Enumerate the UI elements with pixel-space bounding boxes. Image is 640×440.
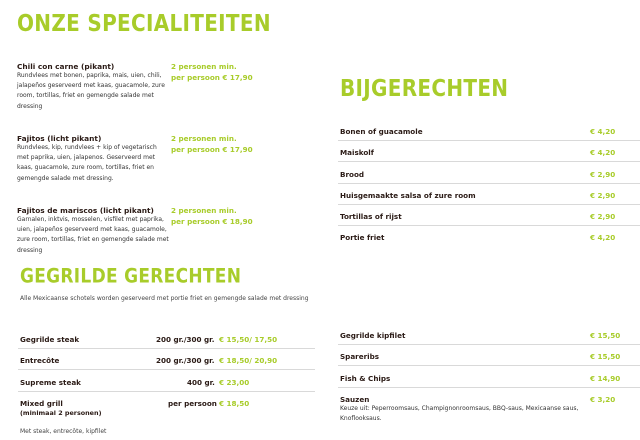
bijgerecht-price: € 2,90 (590, 191, 616, 200)
grill-price: € 15,50 (590, 352, 621, 361)
grill-name: Gegrilde steak (20, 335, 80, 344)
grill-name: Spareribs (340, 352, 380, 361)
grill-note: Met steak, entrecôte, kipfilet (20, 428, 107, 435)
bijgerecht-name: Bonen of guacamole (340, 127, 423, 136)
grill-price: € 15,50 (590, 331, 621, 340)
divider (338, 387, 640, 388)
specialiteit-min: 2 personen min. (171, 62, 237, 71)
divider (338, 365, 640, 366)
divider (18, 348, 315, 349)
gegrild-title: GEGRILDE GERECHTEN (20, 265, 242, 288)
grill-price: € 23,00 (219, 378, 250, 387)
specialiteit-min: 2 personen min. (171, 134, 237, 143)
bijgerecht-price: € 2,90 (590, 212, 616, 221)
specialiteit-name: Fajitos de mariscos (licht pikant) (17, 206, 154, 215)
bijgerecht-name: Huisgemaakte salsa of zure room (340, 191, 476, 200)
divider (338, 161, 640, 162)
divider (18, 391, 315, 392)
grill-name: Fish & Chips (340, 374, 391, 383)
grill-price: € 3,20 (590, 395, 616, 404)
gegrild-intro: Alle Mexicaanse schotels worden geserveerd met portie friet en gemengde salade met dressing (20, 295, 309, 302)
bijgerecht-price: € 4,20 (590, 127, 616, 136)
bijgerecht-name: Maiskolf (340, 148, 374, 157)
specialiteit-name: Fajitos (licht pikant) (17, 134, 102, 143)
grill-price: € 18,50/ 20,90 (219, 356, 278, 365)
divider (18, 369, 315, 370)
grill-name: Entrecôte (20, 356, 60, 365)
bijgerecht-price: € 4,20 (590, 148, 616, 157)
bijgerecht-name: Portie friet (340, 233, 385, 242)
bijgerecht-price: € 2,90 (590, 170, 616, 179)
specialiteit-price: per persoon € 18,90 (171, 217, 253, 226)
grill-name: Mixed grill (20, 399, 63, 408)
bijgerecht-name: Tortillas of rijst (340, 212, 402, 221)
grill-qty: 200 gr./300 gr. (156, 335, 215, 344)
bijgerecht-price: € 4,20 (590, 233, 616, 242)
bijgerechten-title: BIJGERECHTEN (340, 74, 509, 102)
divider (338, 140, 640, 141)
divider (338, 225, 640, 226)
specialiteit-desc: Rundvlees, kip, rundvlees + kip of vegetarisch met paprika, uien, jalapenos. Geserveerd met kaas, guacamole, zure room, tortillas, friet en gemengde salade met dressing. (17, 144, 157, 182)
specialiteit-min: 2 personen min. (171, 206, 237, 215)
specialiteit-desc: Rundvlees met bonen, paprika, mais, uien, chili, jalapeños geserveerd met kaas, guacamole, zure room, tortillas, friet en gemengde salade met dressing (17, 72, 165, 110)
specialiteit-price: per persoon € 17,90 (171, 145, 253, 154)
specialiteiten-title: ONZE SPECIALITEITEN (17, 9, 271, 37)
bijgerecht-name: Brood (340, 170, 365, 179)
grill-qty: 200 gr./300 gr. (156, 356, 215, 365)
grill-note: Keuze uit: Peperroomsaus, Champignonroomsaus, BBQ-saus, Mexicaanse saus, Knoflooksaus. (340, 405, 579, 422)
grill-sub: (minimaal 2 personen) (20, 409, 102, 417)
specialiteit-name: Chili con carne (pikant) (17, 62, 115, 71)
grill-price: € 15,50/ 17,50 (219, 335, 278, 344)
grill-qty: 400 gr. (187, 378, 215, 387)
grill-name: Supreme steak (20, 378, 81, 387)
grill-name: Sauzen (340, 395, 370, 404)
grill-price: € 14,90 (590, 374, 621, 383)
divider (338, 204, 640, 205)
grill-qty: per persoon (168, 399, 217, 408)
grill-price: € 18,50 (219, 399, 250, 408)
specialiteit-price: per persoon € 17,90 (171, 73, 253, 82)
grill-name: Gegrilde kipfilet (340, 331, 406, 340)
divider (338, 344, 640, 345)
divider (338, 183, 640, 184)
specialiteit-desc: Garnalen, inktvis, mosselen, visfilet met paprika, uien, jalapeños geserveerd met kaas, guacamole, zure room, tortillas, friet en gemengde salade met dressing (17, 216, 169, 254)
